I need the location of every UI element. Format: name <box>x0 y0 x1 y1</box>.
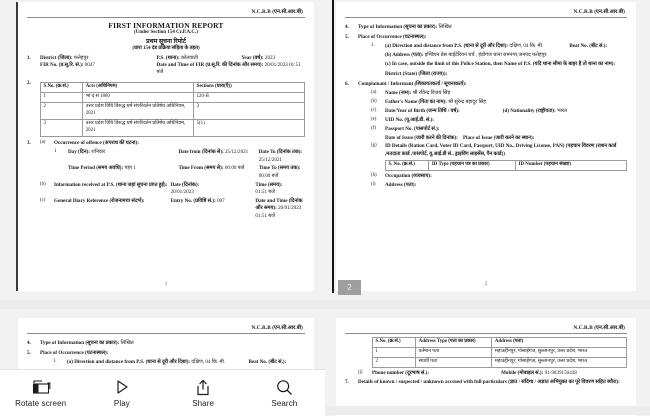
info-received-date-value: 20/01/2023 <box>170 189 194 196</box>
field-place-of-occurrence <box>27 350 305 366</box>
occurrence-title: Occurrence of offence (अपराध की घटना): <box>54 140 139 147</box>
title-hindi: प्रथम सूचना रिपोर्ट <box>146 37 186 45</box>
beat-number-label: Beat No. (बीट सं.): <box>248 358 287 365</box>
father-name-label: Father's Name (पिता का नाम): <box>385 99 447 105</box>
info-received-time-label: Time (समय): <box>255 181 283 188</box>
id-col-sno: S. No. (क्र.सं.) <box>386 161 429 171</box>
complainant-name-label: Name (नाम): <box>385 90 412 97</box>
passport-label: Passport No. (पासपोर्ट सं.): <box>385 125 440 132</box>
addr-type: स्थायी पता <box>416 357 492 367</box>
ncrb-header: N.C.R.B (एन.सी.आर.बी) <box>251 325 303 331</box>
complainant-title: Complainant / Informant (शिकायतकर्ता / सूचनाकर्ता): <box>358 81 467 88</box>
fir-datetime-value: 20/01/2023 01:51 बजे <box>156 61 301 76</box>
field-6a-label: (a) <box>371 90 377 96</box>
occurrence-item-number: 1 <box>54 149 57 155</box>
field-3c-label: (c) <box>40 197 46 203</box>
table-row <box>41 103 305 120</box>
id-details-table <box>385 160 627 171</box>
addr-col-address: Address (पता) <box>492 337 627 347</box>
acts-col-section: Sections (धारा(एँ)) <box>194 82 305 92</box>
fir-number-value: 0047 <box>84 61 95 68</box>
field-6i-label: (i) <box>371 181 376 187</box>
field-3a-label: (a) <box>40 140 46 146</box>
direction-distance-value: दक्षिण, 04 कि. मी. <box>509 42 544 49</box>
field-3-number: 3. <box>27 140 31 147</box>
general-diary-title: General Diary Reference (रोजनामचा संदर्भ): <box>54 197 145 204</box>
title-english: FIRST INFORMATION REPORT <box>108 20 224 30</box>
report-title-block <box>27 21 305 51</box>
field-6j-label: (j) <box>358 369 363 375</box>
year-label: Year (वर्ष): <box>241 54 264 61</box>
field-type-of-information <box>345 24 627 31</box>
table-header-row <box>373 337 627 347</box>
beat-number-label: Beat No. (बीट सं.): <box>569 42 608 49</box>
field-complainant-informant <box>345 81 627 189</box>
rotate-screen-button[interactable] <box>2 379 80 408</box>
field-5-number: 5. <box>27 349 31 356</box>
date-from-value: 25/12/2021 <box>225 149 249 156</box>
id-col-number: ID Number (पहचान संख्या) <box>516 161 627 171</box>
share-icon <box>195 379 211 396</box>
police-station-label: P.S. (थाना): <box>156 54 180 61</box>
place-address-value: इण्डियन प्रेस बाईटेरियन चर्च , हंडोगंज थाना रामनगर,जनपद फतेहपुर <box>424 51 547 58</box>
title-hindi-subtitle: (धारा 154 दंड प्रक्रिया संहिता के तहत) <box>132 45 200 51</box>
field-district-ps-year <box>27 55 305 77</box>
play-button[interactable] <box>83 379 161 408</box>
time-to-value: 00:00 बजे <box>258 172 279 179</box>
complainant-name-value: श्री रविन्द्र विजय सिंह <box>412 90 451 97</box>
place-of-occurrence-title: Place of Occurrence (घटनास्थल): <box>40 349 109 356</box>
mobile-number-label: Mobile (मोबाइल सं.): <box>501 369 544 376</box>
table-row <box>41 92 305 102</box>
field-place-of-occurrence <box>345 34 627 78</box>
place-address-label: (b) Address (पता): <box>385 51 424 58</box>
acts-col-sno: S.No. (क्र.सं.) <box>41 82 83 92</box>
header-rule <box>27 17 305 18</box>
date-to-value: 25/12/2021 <box>258 156 282 163</box>
date-to-label: Date To (दिनांक तक): <box>258 149 303 156</box>
fir-datetime-label: Date and Time of FIR (प्र.सू.रि. की दिनांक और समय): <box>156 61 264 68</box>
field-acts-sections <box>27 80 305 138</box>
document-page-4[interactable] <box>336 318 636 416</box>
id-col-type: ID Type (पहचान पत्र का प्रकार) <box>429 161 516 171</box>
addr-type: वर्तमान पता <box>416 347 492 357</box>
acts-section: 5(1) <box>194 120 305 137</box>
field-6b-label: (b) <box>371 99 377 104</box>
header-rule <box>345 333 627 334</box>
day-label: Day (दिन): <box>68 149 90 156</box>
info-received-title: Information received at P.S. (थाना जहां सूचना प्राप्त हुई): <box>54 181 168 188</box>
ncrb-header: N.C.R.B (एन.सी.आर.बी) <box>573 325 625 331</box>
place-item-number: 1. <box>371 42 375 48</box>
acts-act: उत्तर प्रदेश विधि विरुद्ध धर्म संपरिवर्तन प्रतिषेध अधिनियम, 2021 <box>83 103 194 120</box>
time-period-value: पहर 1 <box>124 165 136 172</box>
rotate-screen-label: Rotate screen <box>15 398 67 408</box>
page-spine-divider <box>332 0 334 293</box>
search-button[interactable] <box>245 379 323 408</box>
complainant-address-table <box>372 337 627 369</box>
field-6c-label: (c) <box>371 107 377 113</box>
fir-number-label: FIR No. (प्र.सू.रि. सं.): <box>40 61 84 68</box>
field-4-number: 4. <box>27 339 31 346</box>
header-rule <box>27 333 305 334</box>
field-6e-label: (e) <box>371 116 377 122</box>
page-number-badge: 2 <box>338 280 361 295</box>
info-received-time-value: 01:51 बजे <box>255 189 275 196</box>
field-4-number: 4. <box>345 23 349 30</box>
table-header-row <box>386 161 627 171</box>
police-station-value: कोतवाली <box>180 54 199 61</box>
gd-entry-label: Entry No. (प्रविष्टि सं.): <box>170 197 216 204</box>
nationality-value: भारत <box>557 107 567 114</box>
field-6-number: 6. <box>345 81 349 88</box>
time-to-label: Time To (समय तक): <box>258 165 301 172</box>
play-icon <box>114 379 130 396</box>
id-details-title: ID Details (Ration Card, Voter ID Card, Passport, UID No., Driving License, PAN) (पहचान विवरण (राशन कार्ड ,मतदाता कार्ड ,पासपोर्ट, यू.आई.डी सं., ड्राइविंग लाइसेंस, पैन कार्ड)) <box>385 143 617 157</box>
field-2-number: 2. <box>27 79 31 86</box>
mobile-number-value: 91-9839150438 <box>544 369 577 376</box>
time-period-label: Time Period (समय अवधि): <box>68 165 124 172</box>
play-label: Play <box>113 398 130 408</box>
share-button[interactable] <box>164 379 242 408</box>
type-of-information-value: लिखित <box>120 339 134 346</box>
acts-act: भा दं सं 1860 <box>83 92 194 102</box>
acts-sections-table <box>40 82 305 138</box>
acts-sno: 2 <box>41 103 83 120</box>
type-of-information-value: लिखित <box>438 23 452 30</box>
time-from-value: 00:00 बजे <box>224 165 245 172</box>
addr-col-sno: S.No. (क्र.सं.) <box>373 337 416 347</box>
district-state-label: District (State) (जिला (राज्य)): <box>385 70 448 77</box>
info-received-date-label: Date (दिनांक): <box>170 181 200 188</box>
field-6g-label: (g) <box>371 143 377 149</box>
addr-address: महाउद्दीनपुर, गोसाईगंज, सुल्तानपुर, उत्तर प्रदेश, भारत <box>492 357 627 367</box>
gd-datetime-value: 20/01/2023 01:51 बजे <box>255 205 302 219</box>
district-value: फतेहपुर <box>73 54 89 61</box>
field-3b-label: (b) <box>40 181 46 187</box>
search-icon <box>276 379 293 396</box>
search-label: Search <box>271 398 298 408</box>
table-row <box>373 347 627 357</box>
time-from-label: Time From (समय से): <box>178 165 224 172</box>
gd-entry-value: 007 <box>217 197 225 204</box>
acts-col-act: Acts (अधिनियम) <box>83 82 194 92</box>
addr-sno: 2 <box>373 357 416 367</box>
direction-distance-value: दक्षिण, 04 कि. मी. <box>191 358 226 365</box>
field-6h-label: (h) <box>371 172 377 178</box>
nationality-label: (d) Nationality (राष्ट्रीयता): <box>502 107 556 114</box>
field-5-number: 5. <box>345 33 349 40</box>
phone-number-label: Phone number (दूरभाष सं.): <box>372 369 430 376</box>
place-item-number: 1. <box>53 358 57 364</box>
rotate-screen-icon <box>29 379 53 396</box>
day-value: शनिवार <box>91 149 106 156</box>
passport-issue-place-label: Place of Issue (जारी करने का स्थान): <box>462 134 535 141</box>
ncrb-header: N.C.R.B (एन.सी.आर.बी) <box>251 9 303 15</box>
addr-sno: 1 <box>373 347 416 357</box>
district-label: District (जिला): <box>40 54 73 61</box>
place-of-occurrence-title: Place of Occurrence (घटनास्थल): <box>358 33 427 40</box>
acts-sno: 3 <box>41 120 83 137</box>
gd-datetime-label: Date and Time (दिनांक और समय): <box>255 197 303 212</box>
type-of-information-label: Type of Information (सूचना का प्रकार): <box>40 339 120 346</box>
addr-address: महाउद्दीनपुर, गोसाईगंज, सुल्तानपुर, उत्तर प्रदेश, भारत <box>492 347 627 357</box>
outside-limit-label: (c) In case, outside the limit of this Police Station, then Name of P.S. (यदि थाना सीमा के बाहर है तो थाना का नाम): <box>385 60 616 67</box>
bottom-toolbar[interactable] <box>0 369 325 416</box>
field-type-of-information <box>27 340 305 347</box>
address-label: Address (पता): <box>385 181 417 188</box>
ncrb-header: N.C.R.B (एन.सी.आर.बी) <box>573 9 625 15</box>
document-page-2[interactable] <box>336 2 636 291</box>
field-accused-details <box>345 379 627 386</box>
acts-act: उत्तर प्रदेश विधि विरुद्ध धर्म संपरिवर्तन प्रतिषेध अधिनियम, 2021 <box>83 120 194 137</box>
table-row <box>41 120 305 137</box>
date-from-label: Date from (दिनांक से): <box>178 149 224 156</box>
acts-sno: 1 <box>41 92 83 102</box>
passport-issue-date-label: Date of Issue (जारी करने की दिनांक): <box>385 134 458 141</box>
uid-label: UID No. (यू.आई.डी. सं.): <box>385 116 434 123</box>
addr-col-type: Address Type (पता का प्रकार) <box>416 337 492 347</box>
direction-distance-label: (a) Direction and distance from P.S. (थाना से दूरी और दिशा): <box>385 42 509 49</box>
table-header-row <box>41 82 305 92</box>
field-7-number: 7. <box>345 378 349 385</box>
field-1-number: 1. <box>27 54 31 61</box>
dob-label: Date/Year of Birth (जन्म तिथि / वर्ष): <box>385 107 460 114</box>
accused-details-title: Details of known / suspected / unknown accused with full particulars (ज्ञात / संदिग्ध / अज्ञात अभियुक्त का पूरे विवरण सहित ब्यौरा): <box>358 378 620 385</box>
acts-section: 3 <box>194 103 305 120</box>
acts-section: 120-B <box>194 92 305 102</box>
father-name-value: श्री सुरेन्द्र बहादुर सिंह <box>448 99 486 105</box>
header-rule <box>345 17 627 18</box>
type-of-information-label: Type of Information (सूचना का प्रकार): <box>358 23 438 30</box>
occupation-label: Occupation (व्यवसाय): <box>385 172 432 179</box>
direction-distance-label: (a) Direction and distance from P.S. (थाना से दूरी और दिशा): <box>67 358 191 365</box>
field-occurrence-of-offence <box>27 140 305 220</box>
field-6f-label: (f) <box>371 125 376 131</box>
page-separator-band <box>0 300 650 309</box>
title-english-subtitle: (Under Section 154 Cr.P.A.C.) <box>134 29 198 35</box>
page-2-footer: 2 <box>484 282 488 287</box>
share-label: Share <box>192 398 215 408</box>
table-row <box>373 357 627 367</box>
page-1-footer: 1 <box>164 282 168 287</box>
year-value: 2023 <box>264 54 276 61</box>
document-page-1[interactable] <box>18 2 314 291</box>
